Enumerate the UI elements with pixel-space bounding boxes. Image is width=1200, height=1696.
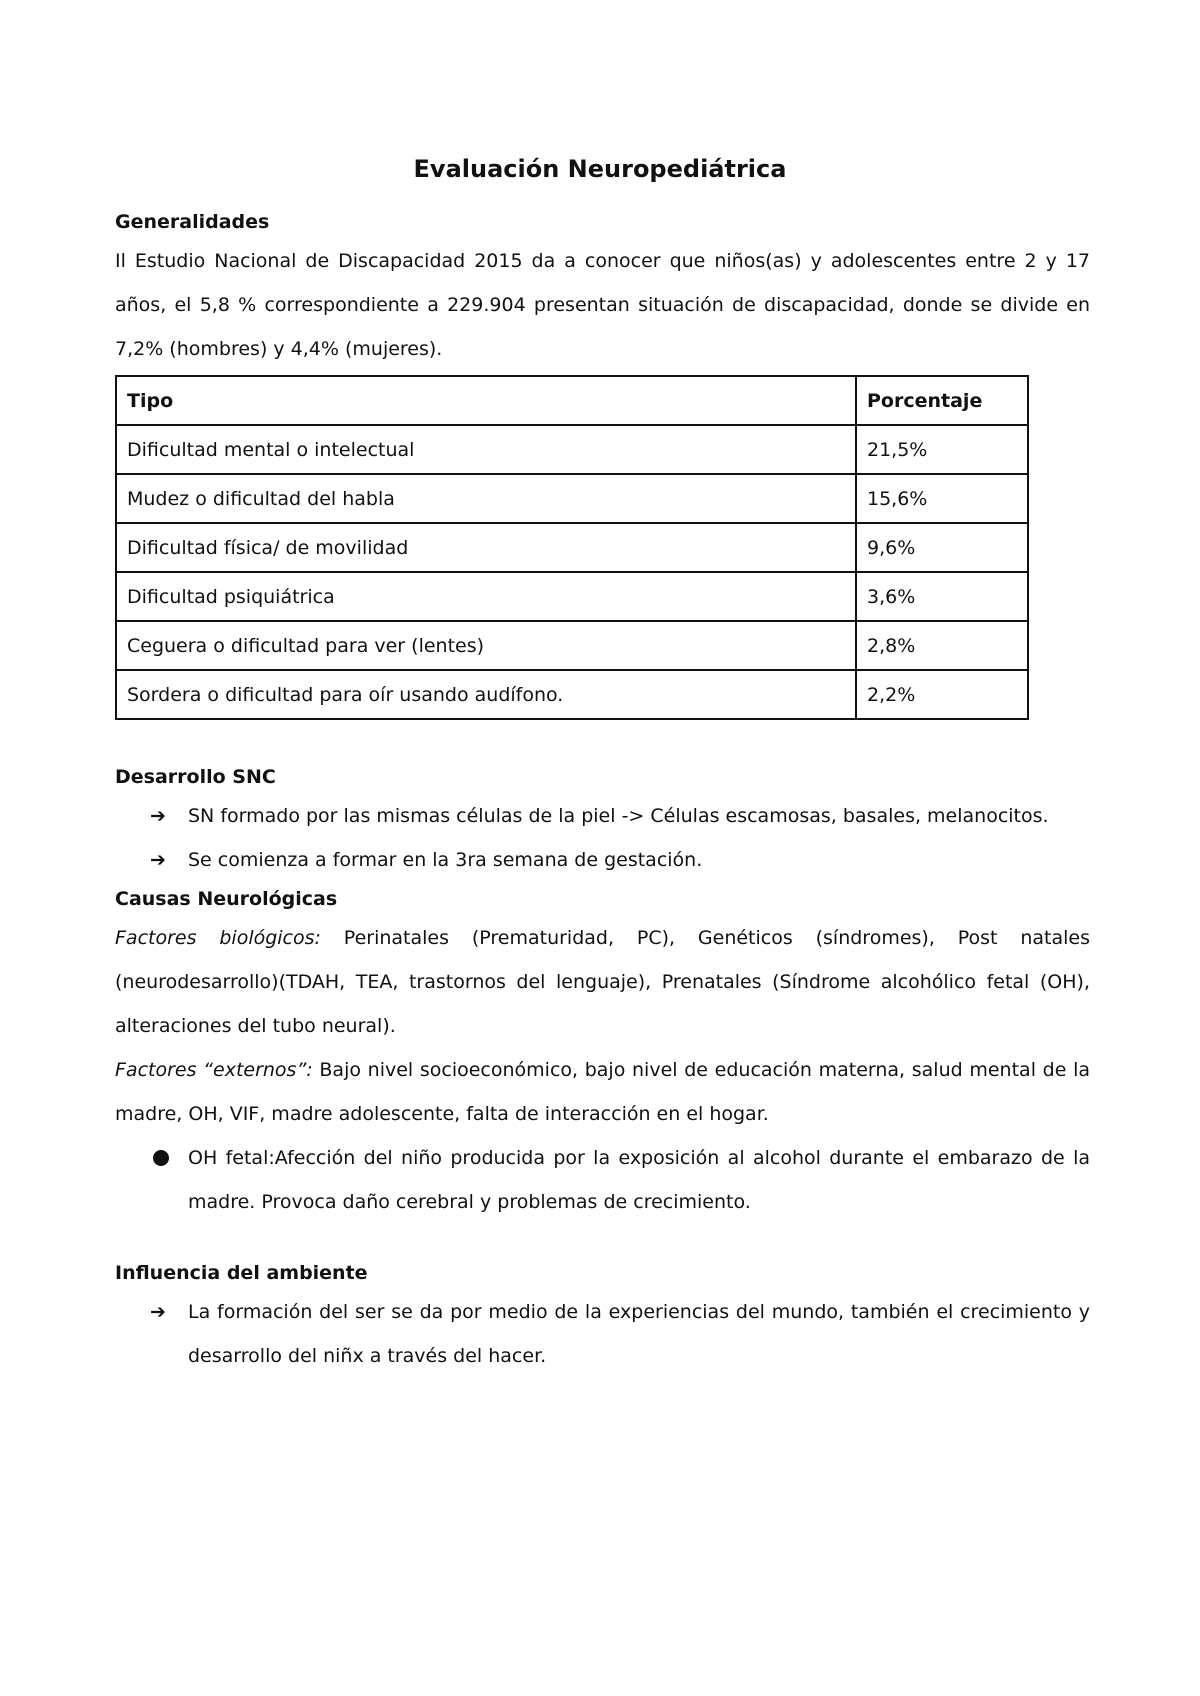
section-generalidades [115,205,1090,720]
section-heading: Desarrollo SNC [115,766,276,788]
cell-porcentaje: 9,6% [856,523,1028,572]
discapacidad-table [115,375,1029,720]
factores-externos-paragraph [115,1048,1090,1136]
cell-porcentaje: 2,2% [856,670,1028,719]
factores-externos-label: Factores “externos”: [115,1059,313,1081]
arrow-right-icon: ➔ [150,849,166,871]
section-heading: Causas Neurológicas [115,888,338,910]
cell-tipo: Ceguera o dificultad para ver (lentes) [116,621,856,670]
cell-tipo: Dificultad mental o intelectual [116,425,856,474]
cell-porcentaje: 21,5% [856,425,1028,474]
factores-biologicos-text: Perinatales (Prematuridad, PC), Genéticos (síndromes), Post natales (neurodesarrollo)(TDAH, TEA, trastornos del lenguaje), Prenatales (Síndrome alcohólico fetal (OH), alteraciones del tubo neural). [115,927,1090,1037]
cell-porcentaje: 3,6% [856,572,1028,621]
table-row [116,621,1028,670]
list-item [115,1290,1090,1378]
table-row [116,425,1028,474]
cell-tipo: Dificultad física/ de movilidad [116,523,856,572]
cell-tipo: Mudez o dificultad del habla [116,474,856,523]
header-tipo: Tipo [116,376,856,425]
list-item [115,838,1090,882]
list-item-text: OH fetal:Afección del niño producida por la exposición al alcohol durante el embarazo de la madre. Provoca daño cerebral y problemas de crecimiento. [188,1147,1090,1213]
list-item-text: La formación del ser se da por medio de la experiencias del mundo, también el crecimiento y desarrollo del niñx a través del hacer. [188,1301,1090,1367]
arrow-right-icon: ➔ [150,1301,166,1323]
section-desarrollo [115,760,1090,882]
list-item-text: SN formado por las mismas células de la piel -> Células escamosas, basales, melanocitos. [188,805,1049,827]
cell-tipo: Dificultad psiquiátrica [116,572,856,621]
section-heading: Generalidades [115,211,270,233]
bullet-dot-icon [153,1150,169,1166]
cell-tipo: Sordera o dificultad para oír usando audífono. [116,670,856,719]
desarrollo-list [115,794,1090,882]
page-title: Evaluación Neuropediátrica [413,155,787,183]
factores-externos-text: Bajo nivel socioeconómico, bajo nivel de educación materna, salud mental de la madre, OH, VIF, madre adolescente, falta de interacción en el hogar. [115,1059,1090,1125]
section-causas [115,882,1090,1224]
table-header-row [116,376,1028,425]
factores-biologicos-label: Factores biológicos: [115,927,321,949]
influencia-list [115,1290,1090,1378]
table-row [116,572,1028,621]
causas-list [115,1136,1090,1224]
list-item [115,1136,1090,1224]
cell-porcentaje: 15,6% [856,474,1028,523]
arrow-right-icon: ➔ [150,805,166,827]
table-row [116,474,1028,523]
list-item [115,794,1090,838]
header-porcentaje: Porcentaje [856,376,1028,425]
list-item-text: Se comienza a formar en la 3ra semana de gestación. [188,849,703,871]
section-heading: Influencia del ambiente [115,1262,368,1284]
table-row [116,670,1028,719]
table-row [116,523,1028,572]
section-influencia [115,1256,1090,1378]
document-body [115,205,1090,1378]
factores-biologicos-paragraph [115,916,1090,1048]
cell-porcentaje: 2,8% [856,621,1028,670]
generalidades-paragraph: Il Estudio Nacional de Discapacidad 2015 da a conocer que niños(as) y adolescentes entre 2 y 17 años, el 5,8 % correspondiente a 229.904 presentan situación de discapacidad, donde se divide en 7,2% (hombres) y 4,4% (mujeres). [115,250,1090,360]
